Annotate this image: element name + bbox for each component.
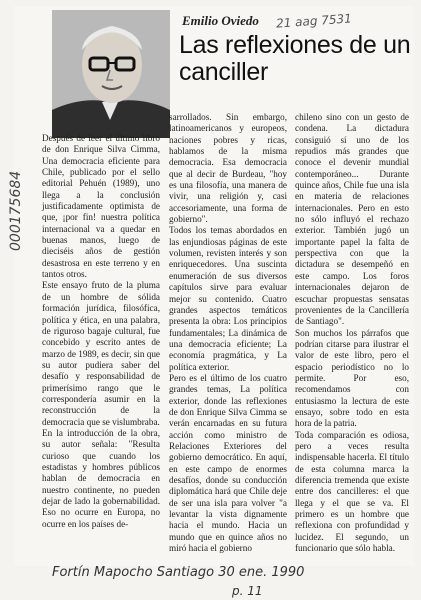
column-3: chileno sino con un gesto de condena. La dictadura consiguió sí uno de los repudios más grandes que conoce el devenir mundial contemporáneo... Durante quince años, Chile fue una isla en materia de relaciones internacionales. Pero en esto no sólo influyó el rechazo exterior. También jugó un importante papel la falta de perspectiva con que la dictadura se desempeñó en este campo. Los foros internacionales dejaron de escuchar propuestas sensatas provenientes de la Cancillería de Santiago". Son muchos los párrafos que podrían citarse para ilustrar el valor de este libro, pero el espacio periodístico no lo permite. Por eso, recomendamos con entusiasmo la lectura de este ensayo, sobre todo en esta hora de la patria. Toda comparación es odiosa, pero a veces resulta indispensable hacerla. El título de esta columna marca la diferencia tremenda que existe entre dos cancilleres: el que llega y el que se va. El primero es un hombre que reflexiona con profundidad y lucidez. El segundo, un funcionario que sólo habla.	[295, 112, 409, 554]
byline: Emilio Oviedo	[182, 13, 259, 28]
handwritten-page-note: p. 11	[232, 584, 263, 598]
portrait-image	[52, 10, 170, 138]
newspaper-clipping	[8, 6, 414, 566]
handwritten-source-note: Fortín Mapocho Santiago 30 ene. 1990	[52, 565, 305, 580]
headline: Las reflexiones de un canciller	[179, 31, 411, 86]
author-photo	[52, 10, 170, 138]
column-2: sarrollados. Sin embargo, latinoamericanos y europeos, naciones pobres y ricas, hablamos de la misma democracia. Esa democracia que al decir de Burdeau, "hoy es una filosofía, una manera de vivir, una religión y, casi accesoriamente, una forma de gobierno". Todos los temas abordados en las enjundiosas páginas de este volumen, revisten interés y son enriquecedores. Una suscinta enumeración de sus diversos capítulos sirve para evaluar mejor su contenido. Cuatro grandes aspectos temáticos presenta la obra: Los principios fundamentales; La dinámica de una democracia eficiente; La economía pragmática, y La política exterior. Pero es el último de los cuatro grandes temas, La política exterior, donde las reflexiones de don Enrique Silva Cimma se verán encarnadas en su futura acción como ministro de Relaciones Exteriores del gobierno democrático. En aquí, en este campo de enormes desafíos, donde su conducción diplomática hará que Chile deje de ser una isla para volver "a levantar la vista dignamente hacia el mundo. Hacia un mundo que en quince años no miró hacia el gobierno	[169, 112, 287, 554]
handwritten-archive-code: 21 aag 7531	[275, 11, 353, 31]
handwritten-margin-number: 000175684	[8, 170, 24, 251]
column-1: Después de leer el último libro de don Enrique Silva Cimma, Una democracia eficiente para Chile, publicado por el sello editorial Pehuén (1989), uno llega a la conclusión justificadamente optimista de que, ¡por fin! nuestra política internacional va a quedar en buenas manos, luego de dieciséis años de gestión desastrosa en este terreno y en tantos otros. Este ensayo fruto de la pluma de un hombre de sólida formación jurídica, filosófica, política y ética, en una palabra, de riguroso bagaje cultural, fue concebido y escrito antes de marzo de 1989, es decir, sin que su autor pudiera saber del desafío y responsabilidad de primerísimo rango que le correspondería asumir en la reconstrucción de la democracia que se vislumbraba. En la introducción de la obra, su autor señala: "Resulta curioso que cuando los estadistas y hombres públicos hablan de democracia en nuestro continente, no pueden dejar de lado la gobernabilidad. Eso no ocurre en Europa, no ocurre en los países de-	[42, 133, 161, 529]
